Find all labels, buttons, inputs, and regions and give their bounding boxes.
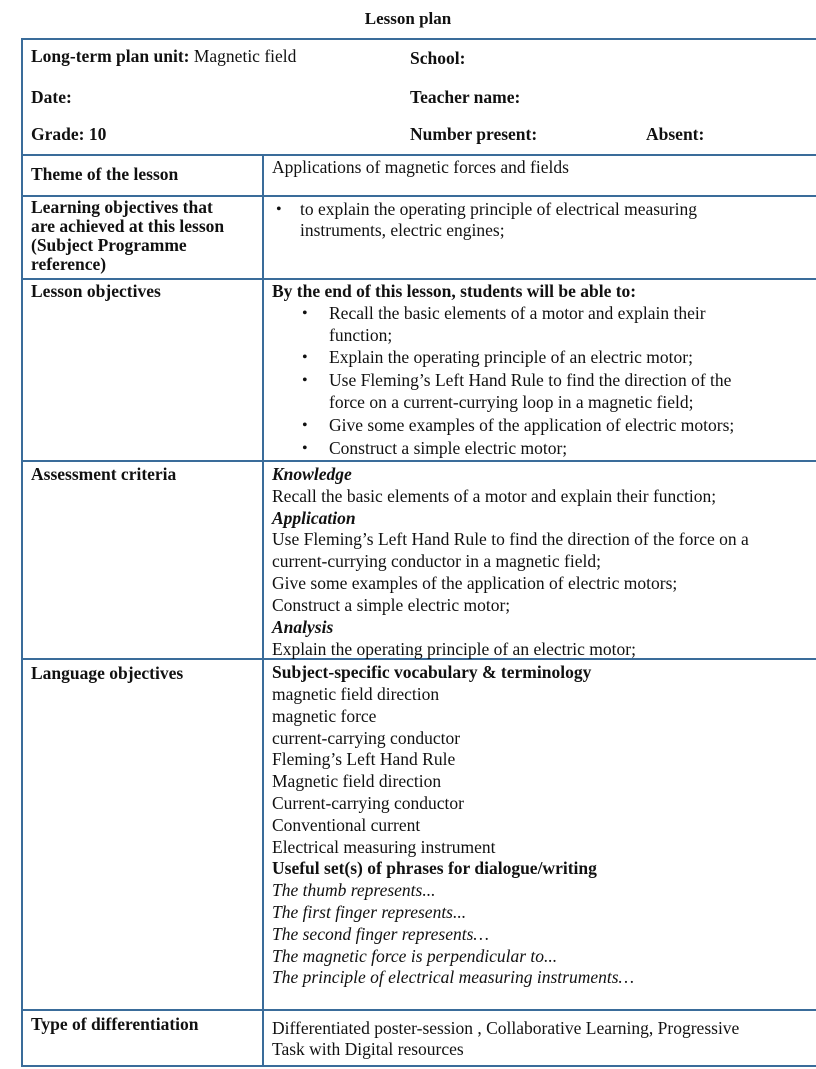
lesson-objective-line: function; bbox=[329, 325, 393, 345]
grade-label: Grade: 10 bbox=[31, 124, 107, 144]
unit-value: Magnetic field bbox=[193, 46, 297, 66]
differentiation-label: Type of differentiation bbox=[31, 1014, 199, 1034]
phrase-item: The principle of electrical measuring instruments… bbox=[272, 967, 635, 987]
theme-label: Theme of the lesson bbox=[31, 164, 179, 184]
absent-label: Absent: bbox=[646, 124, 705, 144]
unit-label: Long-term plan unit: bbox=[31, 46, 190, 66]
differentiation-line: Differentiated poster-session , Collaborative Learning, Progressive bbox=[272, 1018, 740, 1038]
bullet-icon: • bbox=[302, 417, 308, 434]
phrase-item: The second finger represents… bbox=[272, 924, 489, 944]
lesson-objective-line: Explain the operating principle of an electric motor; bbox=[329, 347, 693, 367]
differentiation-line: Task with Digital resources bbox=[272, 1039, 464, 1059]
learning-objectives-label: Learning objectives that are achieved at this lesson (Subject Programme reference) bbox=[31, 197, 225, 274]
lesson-objective-line: Use Fleming’s Left Hand Rule to find the direction of the bbox=[329, 370, 732, 390]
lesson-objectives-heading: By the end of this lesson, students will be able to: bbox=[272, 281, 637, 301]
bullet-icon: • bbox=[302, 349, 308, 366]
teacher-name-label: Teacher name: bbox=[410, 87, 521, 107]
row-divider bbox=[21, 278, 816, 280]
unit-field bbox=[31, 46, 296, 68]
theme-value: Applications of magnetic forces and fields bbox=[272, 157, 569, 177]
vocabulary-heading: Subject-specific vocabulary & terminology bbox=[272, 662, 592, 682]
lesson-objective-line: force on a current-currying loop in a magnetic field; bbox=[329, 392, 694, 412]
table-border-left bbox=[21, 38, 23, 1067]
lesson-plan-table bbox=[21, 38, 816, 1067]
vocabulary-item: Fleming’s Left Hand Rule bbox=[272, 749, 456, 769]
table-border-bottom bbox=[21, 1065, 816, 1067]
assessment-criteria-label: Assessment criteria bbox=[31, 464, 177, 484]
lesson-objectives-label: Lesson objectives bbox=[31, 281, 161, 301]
number-present-label: Number present: bbox=[410, 124, 538, 144]
phrase-item: The magnetic force is perpendicular to... bbox=[272, 946, 558, 966]
vocabulary-item: Magnetic field direction bbox=[272, 771, 442, 791]
lesson-objective-line: Give some examples of the application of electric motors; bbox=[329, 415, 735, 435]
application-line: Construct a simple electric motor; bbox=[272, 595, 511, 615]
lesson-objective-line: Construct a simple electric motor; bbox=[329, 438, 568, 458]
date-label: Date: bbox=[31, 87, 72, 107]
table-border-top bbox=[21, 38, 816, 40]
phrase-item: The thumb represents... bbox=[272, 880, 436, 900]
application-line: current-currying conductor in a magnetic field; bbox=[272, 551, 601, 571]
column-divider bbox=[262, 154, 264, 1067]
application-line: Give some examples of the application of electric motors; bbox=[272, 573, 678, 593]
language-objectives-label: Language objectives bbox=[31, 663, 184, 683]
vocabulary-item: Conventional current bbox=[272, 815, 421, 835]
phrases-heading: Useful set(s) of phrases for dialogue/writing bbox=[272, 858, 597, 878]
application-heading: Application bbox=[272, 508, 356, 528]
phrase-item: The first finger represents... bbox=[272, 902, 467, 922]
document-title: Lesson plan bbox=[364, 9, 452, 28]
bullet-icon: • bbox=[302, 440, 308, 457]
knowledge-text: Recall the basic elements of a motor and explain their function; bbox=[272, 486, 717, 506]
application-line: Use Fleming’s Left Hand Rule to find the direction of the force on a bbox=[272, 529, 749, 549]
bullet-icon: • bbox=[302, 305, 308, 322]
vocabulary-item: current-carrying conductor bbox=[272, 728, 461, 748]
learning-objective-line: to explain the operating principle of electrical measuring bbox=[300, 199, 697, 219]
vocabulary-item: Current-carrying conductor bbox=[272, 793, 464, 813]
school-label: School: bbox=[410, 48, 466, 68]
lesson-objective-line: Recall the basic elements of a motor and explain their bbox=[329, 303, 706, 323]
bullet-icon: • bbox=[302, 372, 308, 389]
vocabulary-item: magnetic force bbox=[272, 706, 377, 726]
analysis-text: Explain the operating principle of an electric motor; bbox=[272, 639, 636, 659]
bullet-icon: • bbox=[276, 201, 282, 218]
vocabulary-item: magnetic field direction bbox=[272, 684, 440, 704]
row-divider bbox=[21, 154, 816, 156]
row-divider bbox=[21, 1009, 816, 1011]
knowledge-heading: Knowledge bbox=[272, 464, 352, 484]
learning-objective-line: instruments, electric engines; bbox=[300, 220, 505, 240]
analysis-heading: Analysis bbox=[272, 617, 334, 637]
vocabulary-item: Electrical measuring instrument bbox=[272, 837, 496, 857]
row-divider bbox=[21, 460, 816, 462]
